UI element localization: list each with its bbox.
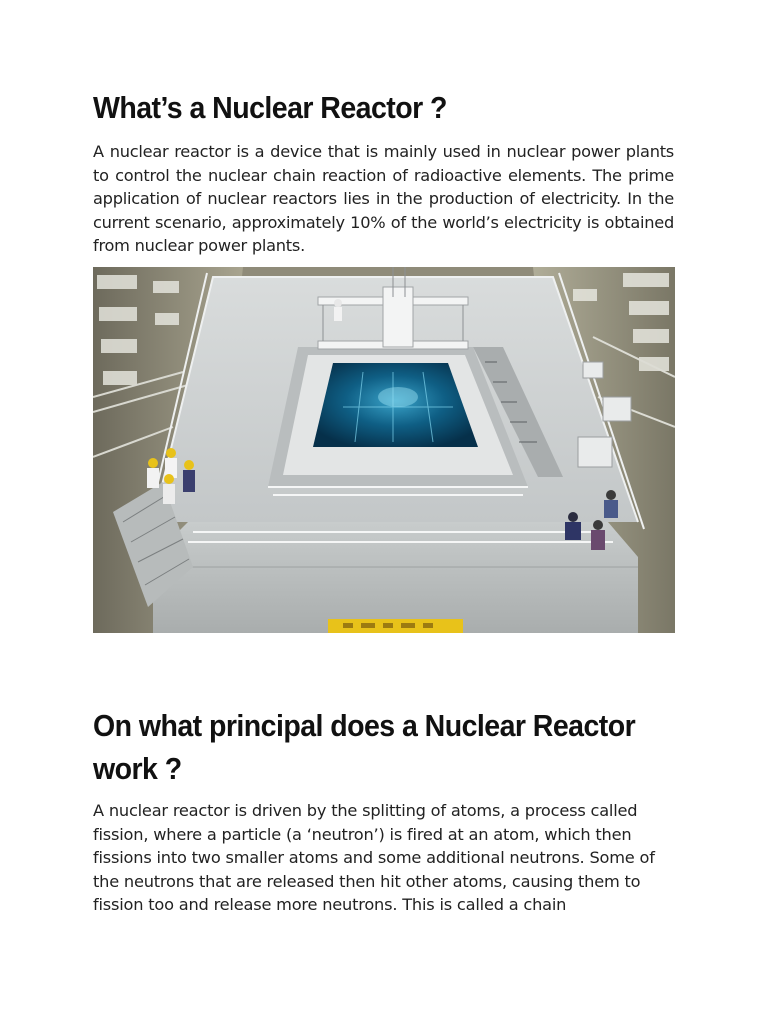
section-paragraph-what-is-reactor: A nuclear reactor is a device that is mainly used in nuclear power plants to control the nuclear chain reaction of radioactive elements. The prime application of nuclear reactors lies in the production of electricity. In the current scenario, approximately 10% of the world’s electricity is obtained from nuclear power plants. <box>93 142 674 256</box>
section-heading-principle: On what principal does a Nuclear Reactor work ? <box>93 708 636 786</box>
reactor-pool-photo <box>93 267 675 633</box>
section-heading-what-is-reactor: What’s a Nuclear Reactor ? <box>93 90 447 125</box>
section-paragraph-principle: A nuclear reactor is driven by the splitting of atoms, a process called fission, where a particle (a ‘neutron’) is fired at an atom, which then fissions into two smaller atoms and some additional neutrons. Some of the neutrons that are released then hit other atoms, causing them to fission too and release more neutrons. This is called a chain <box>93 801 655 915</box>
